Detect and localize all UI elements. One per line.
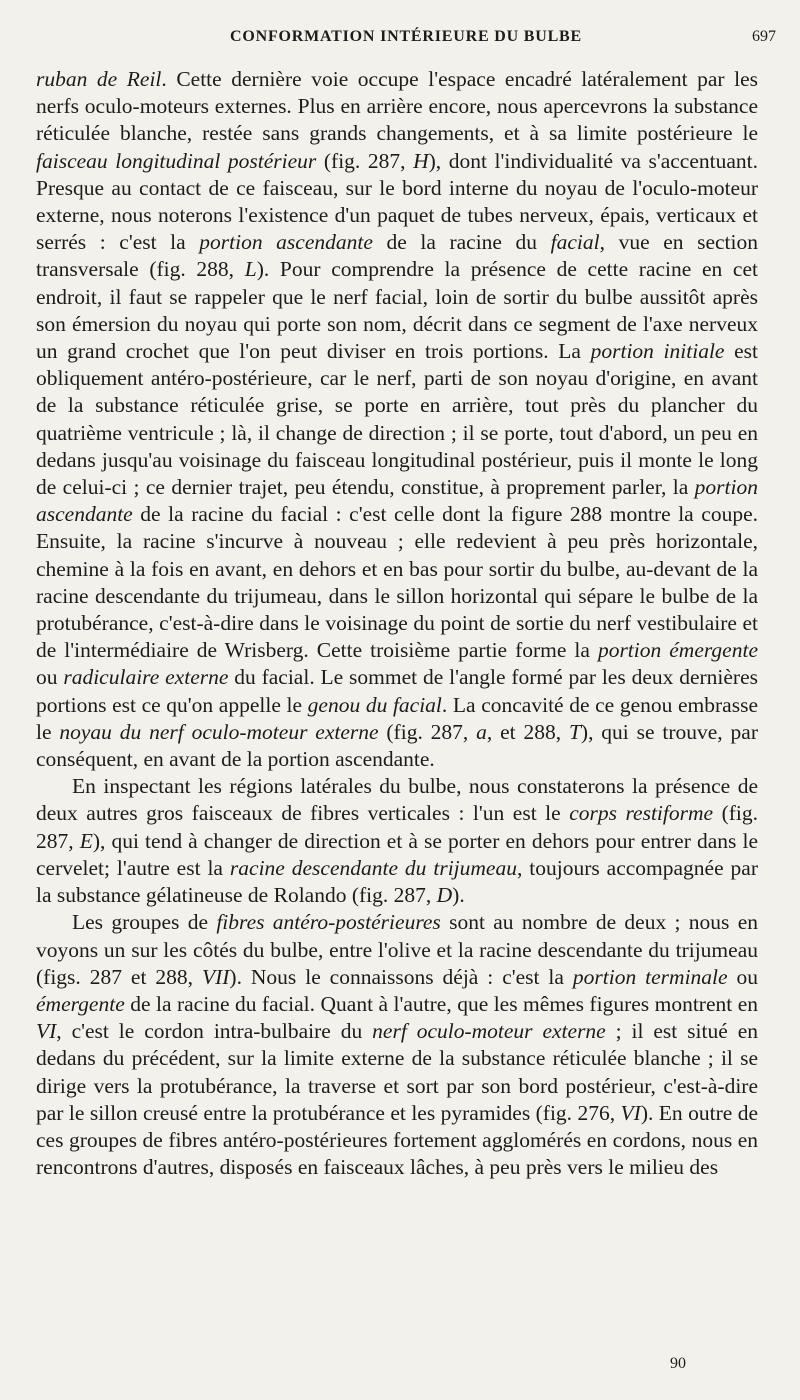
italic-term: VII bbox=[201, 964, 230, 989]
page-number: 697 bbox=[752, 28, 776, 45]
text-run: . Cette dernière voie occupe l'espace encadré latéralement par les nerfs oculo-moteurs externes. Plus en arrière encore, nous apercevrons la substance réticulée blanche, restée sans grands changements, et à sa limite postérieure le bbox=[36, 67, 758, 146]
italic-term: fibres antéro-postérieures bbox=[216, 910, 441, 935]
text-run: ). En outre de ces groupes de fibres antéro-postérieures fortement agglomérés en cordons, nous en rencontrons d'autres, disposés en faisceaux lâches, à peu près vers le milieu des bbox=[36, 1100, 759, 1180]
italic-term: E bbox=[79, 828, 93, 853]
italic-term: faisceau longitudinal postérieur bbox=[36, 148, 317, 173]
text-run: ou bbox=[36, 665, 64, 690]
italic-term: nerf oculo-moteur externe bbox=[372, 1019, 606, 1044]
text-run: ). bbox=[452, 883, 465, 908]
italic-term: émergente bbox=[36, 991, 125, 1016]
text-run: ). Nous le connaissons déjà : c'est la bbox=[229, 964, 573, 989]
italic-term: ruban de Reil bbox=[36, 67, 162, 91]
italic-term: H bbox=[413, 148, 429, 173]
text-run: ; il est situé en dedans du précédent, sur la limite externe de la substance réticulée blanche ; il se dirige vers la protubérance, la traverse et sort par son bord postérieur, c'est-à-dire par le sillon creusé entre la protubérance et les pyramides (fig. 276, bbox=[36, 1019, 758, 1125]
text-run: ), qui tend à changer de direction et à se porter en dehors pour entrer dans le cervelet; l'autre est la bbox=[36, 828, 758, 880]
text-run: ou bbox=[727, 964, 759, 989]
italic-term: corps restiforme bbox=[569, 801, 714, 826]
italic-term: VI bbox=[620, 1100, 641, 1125]
text-run: (fig. 287, bbox=[316, 148, 414, 173]
italic-term: genou du facial bbox=[307, 692, 442, 717]
italic-term: D bbox=[436, 883, 453, 908]
italic-term: T bbox=[568, 719, 581, 744]
text-run: , c'est le cordon intra-bulbaire du bbox=[56, 1019, 373, 1044]
text-run: , toujours accompagnée par la substance gélatineuse de Rolando (fig. 287, bbox=[36, 855, 759, 908]
text-run: Les groupes de bbox=[72, 910, 217, 935]
italic-term: radiculaire externe bbox=[63, 665, 229, 690]
text-run: de la racine du facial : c'est celle dont la figure 288 montre la coupe. Ensuite, la racine s'incurve à nouveau ; elle redevient à peu près horizontale, chemine à la fois en avant, en dehors et en bas pour sortir du bulbe, au-devant de la racine descendante du trijumeau, dans le sillon horizontal qui sépare le bulbe de la protubérance, c'est-à-dire dans le voisinage du point de sortie du nerf vestibulaire et de l'intermédiaire de Wrisberg. Cette troisième partie forme la bbox=[36, 502, 758, 663]
italic-term: a bbox=[476, 719, 487, 744]
italic-term: L bbox=[244, 257, 257, 282]
running-title: CONFORMATION INTÉRIEURE DU BULBE bbox=[229, 28, 582, 45]
text-run: (fig. 287, bbox=[378, 719, 477, 744]
italic-term: noyau du nerf oculo-moteur externe bbox=[59, 719, 379, 744]
text-run: du facial. Le sommet de l'angle formé par les deux dernières portions est ce qu'on appelle le bbox=[36, 665, 758, 717]
paragraph-p2 bbox=[36, 773, 758, 909]
text-run: (fig. 287, bbox=[36, 801, 758, 853]
text-run: . La concavité de ce genou embrasse le bbox=[36, 692, 758, 744]
text-run: , et 288, bbox=[486, 719, 569, 744]
text-run: ), qui se trouve, par conséquent, en avant de la portion ascendante. bbox=[36, 719, 758, 772]
body-text bbox=[36, 66, 758, 1181]
italic-term: facial bbox=[550, 230, 600, 255]
text-run: de la racine du bbox=[372, 230, 551, 255]
text-run: En inspectant les régions latérales du bulbe, nous constaterons la présence de deux autres gros faisceaux de fibres verticales : l'un est le bbox=[36, 774, 758, 826]
italic-term: portion terminale bbox=[572, 964, 728, 989]
italic-term: racine descendante du trijumeau bbox=[229, 855, 517, 880]
text-run: sont au nombre de deux ; nous en voyons un sur les côtés du bulbe, entre l'olive et la racine descendante du trijumeau (figs. 287 et 288, bbox=[36, 910, 759, 989]
text-run: de la racine du facial. Quant à l'autre, que les mêmes figures montrent en bbox=[124, 991, 758, 1016]
italic-term: portion ascendante bbox=[36, 475, 758, 527]
italic-term: portion ascendante bbox=[199, 230, 373, 255]
text-run: est obliquement antéro-postérieure, car le nerf, parti de son noyau d'origine, en avant de la substance réticulée grise, se porte en arrière, tout près du plancher du quatrième ventricule ; là, il change de direction ; il se porte, tout d'abord, un peu en dedans jusqu'au voisinage du faisceau longitudinal postérieur, puis il monte le long de celui-ci ; ce dernier trajet, peu étendu, constitue, à proprement parler, la bbox=[36, 339, 758, 500]
text-run: , vue en section transversale (fig. 288, bbox=[36, 230, 758, 282]
text-run: ). Pour comprendre la présence de cette racine en cet endroit, il faut se rappeler que le nerf facial, loin de sortir du bulbe aussitôt après son émersion du noyau qui porte son nom, décrit dans ce segment de l'axe nerveux un grand crochet que l'on peut diviser en trois portions. La bbox=[36, 257, 758, 364]
running-head bbox=[36, 28, 776, 52]
paragraph-p3 bbox=[36, 909, 758, 1181]
signature-mark: 90 bbox=[670, 1355, 686, 1372]
text-run: ), dont l'individualité va s'accentuant. Presque au contact de ce faisceau, sur le bord interne du noyau de l'oculo-moteur externe, nous noterons l'existence d'un paquet de tubes nerveux, épais, verticaux et serrés : c'est la bbox=[36, 148, 758, 255]
paragraph-p1 bbox=[36, 66, 758, 773]
italic-term: VI bbox=[36, 1019, 57, 1044]
italic-term: portion émergente bbox=[597, 638, 758, 663]
italic-term: portion initiale bbox=[590, 339, 725, 364]
